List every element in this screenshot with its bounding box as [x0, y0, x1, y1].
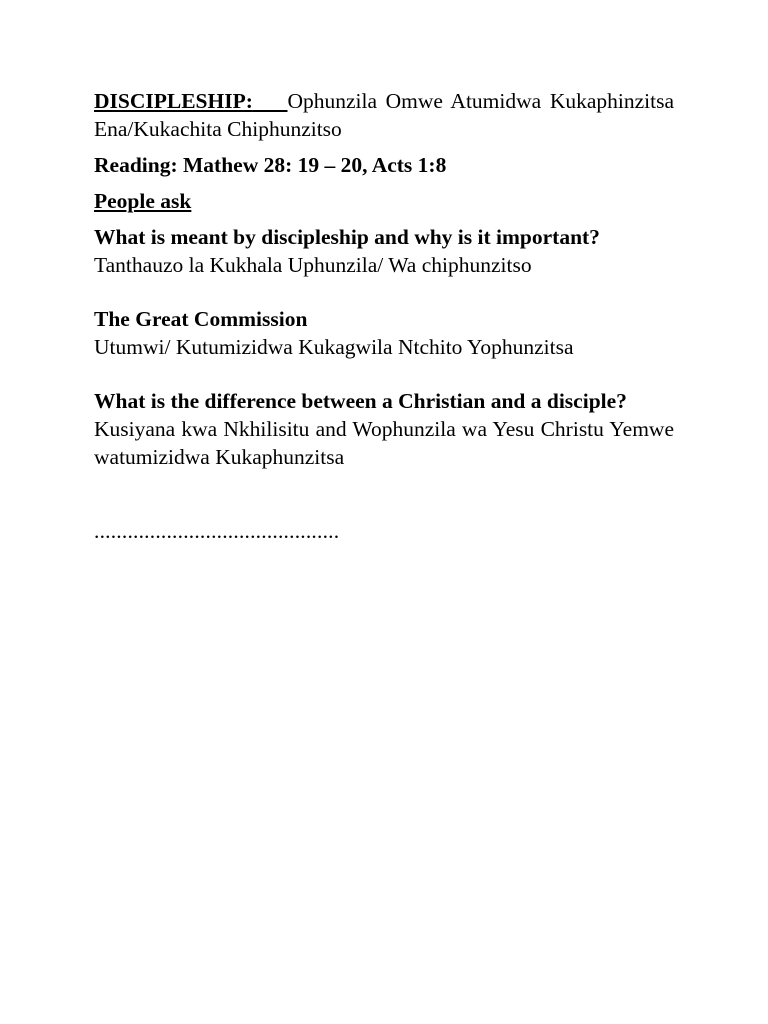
people-ask-heading: People ask — [94, 189, 192, 213]
dotted-line: ............................................ — [94, 519, 340, 543]
reading-line: Reading: Mathew 28: 19 – 20, Acts 1:8 — [94, 153, 447, 177]
title-paragraph — [94, 87, 674, 143]
question-christian-disciple: What is the difference between a Christian and a disciple? — [94, 389, 627, 413]
question-discipleship-translation: Tanthauzo la Kukhala Uphunzila/ Wa chiphunzitso — [94, 253, 532, 277]
great-commission-translation: Utumwi/ Kutumizidwa Kukagwila Ntchito Yophunzitsa — [94, 335, 574, 359]
great-commission-heading: The Great Commission — [94, 307, 308, 331]
title-text: Ophunzila Omwe Atumidwa Kukaphinzitsa Ena/Kukachita Chiphunzitso — [94, 89, 675, 141]
question-discipleship: What is meant by discipleship and why is it important? — [94, 225, 600, 249]
question-christian-disciple-translation: Kusiyana kwa Nkhilisitu and Wophunzila wa Yesu Christu Yemwe watumizidwa Kukaphunzitsa — [94, 417, 674, 469]
title-label: DISCIPLESHIP: — [94, 89, 253, 113]
document-page — [94, 87, 674, 545]
